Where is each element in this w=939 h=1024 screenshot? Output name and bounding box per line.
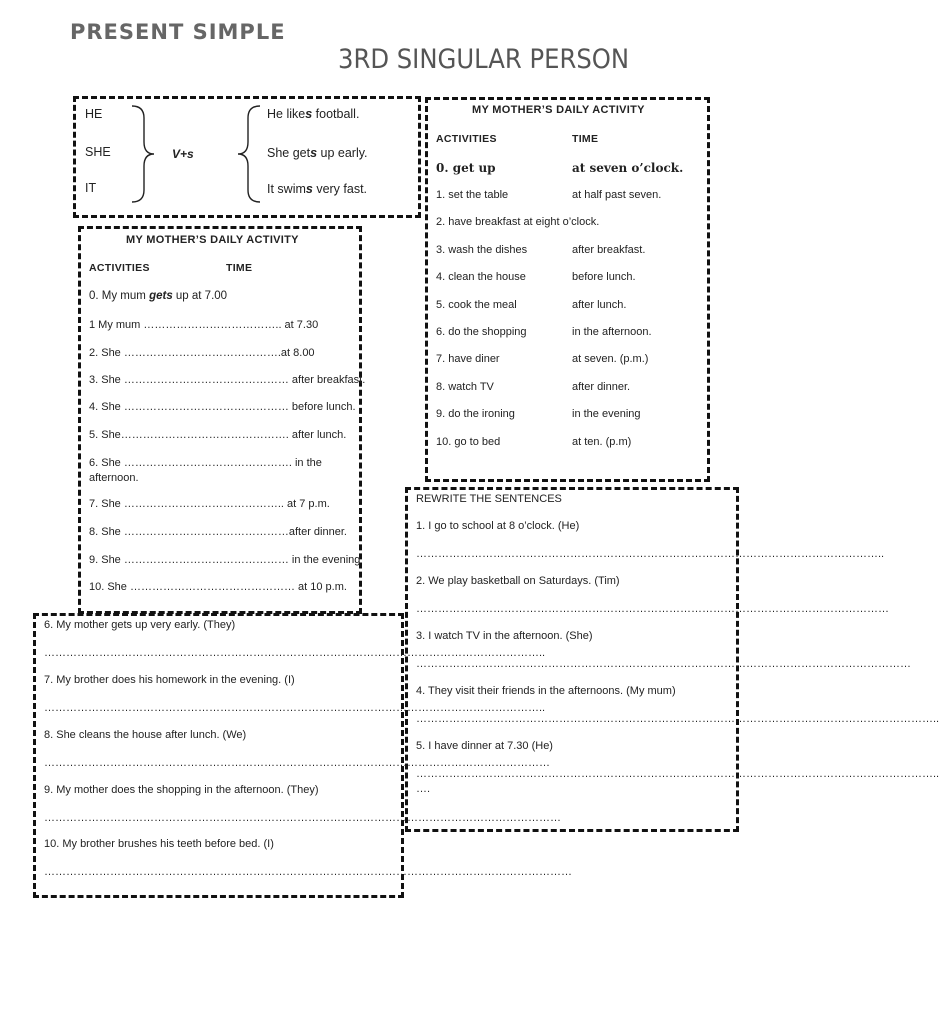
- rewrite-answer-line: …………………………………………………………………………………………………………………: [416, 603, 889, 615]
- activity-item: 2. have breakfast at eight o’clock.: [436, 216, 600, 229]
- activity-time: after breakfast.: [572, 243, 646, 256]
- activity-item: 10. go to bed: [436, 435, 501, 448]
- activity-item: 7. have diner: [436, 353, 500, 366]
- rewrite-answer-line: ………………………………………………………………………………………………………………………..: [44, 647, 546, 659]
- activity-item: 5. cook the meal: [436, 298, 517, 311]
- activity-item: 9. do the ironing: [436, 408, 515, 421]
- activity-item: 8. watch TV: [436, 380, 494, 393]
- fill-line: 3. She ……………………………………… after breakfast.: [89, 374, 366, 386]
- time-example: at seven o’clock.: [572, 161, 684, 175]
- rewrite-answer-line: ……………………………………………………………………………………………………………………………: [44, 812, 561, 824]
- activity-item: 4. clean the house: [436, 271, 526, 284]
- rewrite-prompt: 1. I go to school at 8 o’clock. (He): [416, 520, 580, 532]
- rewrite-prompt: 6. My mother gets up very early. (They): [44, 619, 236, 631]
- rewrite-prompt: 5. I have dinner at 7.30 (He): [416, 740, 553, 752]
- rewrite-answer-line: ….: [416, 783, 431, 795]
- rewrite-answer-line: ………………………………………………………………………………………………………………..: [416, 548, 885, 560]
- rewrite-prompt: 9. My mother does the shopping in the afternoon. (They): [44, 784, 319, 796]
- pronoun-he: HE: [85, 107, 103, 121]
- fill-line: 5. She………………………………………. after lunch.: [89, 429, 347, 441]
- rule-example-1: He likes football.: [267, 107, 360, 121]
- activity-item: 1. set the table: [436, 189, 509, 201]
- fill-time-col-header: TIME: [226, 262, 253, 274]
- activity-time: at half past seven.: [572, 189, 662, 201]
- activity-time: before lunch.: [572, 271, 636, 284]
- activity-example: 0. get up: [436, 161, 496, 175]
- fill-activity-col-header: ACTIVITIES: [89, 262, 150, 274]
- rewrite-answer-line: ……………………………………………………………………………………………………………………………..: [416, 713, 939, 725]
- activity-time: at seven. (p.m.): [572, 353, 649, 366]
- rule-example-2: She gets up early.: [267, 146, 368, 160]
- formula: V+s: [172, 147, 194, 161]
- activity-time: after dinner.: [572, 380, 631, 393]
- rewrite-answer-line: ………………………………………………………………………………………………………………………: [416, 658, 911, 670]
- rewrite-answer-line: …………………………………………………………………………………………………………………………: [44, 757, 550, 769]
- rewrite-answer-line: ……………………………………………………………………………………………………………………………..: [416, 768, 939, 780]
- activity-item: 3. wash the dishes: [436, 243, 528, 256]
- right-brace-icon: [236, 104, 264, 204]
- activity-time: after lunch.: [572, 298, 627, 311]
- rewrite-prompt: 7. My brother does his homework in the evening. (I): [44, 674, 295, 686]
- rewrite-answer-line: ………………………………………………………………………………………………………………………………: [44, 866, 572, 878]
- fill-line: 4. She ……………………………………… before lunch.: [89, 401, 356, 413]
- worksheet-title: PRESENT SIMPLE: [70, 20, 286, 44]
- fill-box-title: MY MOTHER’S DAILY ACTIVITY: [126, 234, 299, 246]
- fill-line: 9. She ……………………………………… in the evening: [89, 554, 361, 566]
- activity-box-title: MY MOTHER’S DAILY ACTIVITY: [472, 104, 645, 116]
- activity-item: 6. do the shopping: [436, 326, 527, 338]
- pronoun-it: IT: [85, 181, 97, 195]
- rewrite-prompt: 4. They visit their friends in the afternoons. (My mum): [416, 685, 676, 697]
- activity-time: in the evening: [572, 408, 641, 421]
- fill-line-6-wrap: afternoon.: [89, 472, 139, 484]
- pronoun-she: SHE: [85, 145, 111, 159]
- fill-line: 6. She ………………………………………. in the: [89, 457, 322, 469]
- rewrite-prompt: 3. I watch TV in the afternoon. (She): [416, 630, 593, 642]
- activity-time: in the afternoon.: [572, 326, 652, 338]
- fill-line: 10. She ……………………………………… at 10 p.m.: [89, 581, 347, 593]
- time-col-header: TIME: [572, 133, 599, 145]
- fill-line: 7. She …………………………………….. at 7 p.m.: [89, 498, 330, 510]
- worksheet-subtitle: 3RD SINGULAR PERSON: [338, 44, 630, 75]
- activity-box: [425, 97, 710, 482]
- rewrite-answer-line: ………………………………………………………………………………………………………………………..: [44, 702, 546, 714]
- activity-time: at ten. (p.m): [572, 435, 632, 448]
- rewrite-box-title: REWRITE THE SENTENCES: [416, 493, 562, 505]
- left-brace-icon: [128, 104, 156, 204]
- fill-line: 1 My mum ……………………………….. at 7.30: [89, 319, 319, 331]
- activity-col-header: ACTIVITIES: [436, 133, 497, 145]
- rewrite-prompt: 2. We play basketball on Saturdays. (Tim): [416, 575, 620, 587]
- fill-line: 8. She ………………………………………after dinner.: [89, 526, 347, 538]
- fill-example: 0. My mum gets up at 7.00: [89, 290, 228, 302]
- fill-line: 2. She …………………………………….at 8.00: [89, 347, 315, 359]
- rule-example-3: It swims very fast.: [267, 182, 368, 196]
- rewrite-prompt: 10. My brother brushes his teeth before bed. (I): [44, 838, 274, 850]
- rewrite-prompt: 8. She cleans the house after lunch. (We): [44, 729, 247, 741]
